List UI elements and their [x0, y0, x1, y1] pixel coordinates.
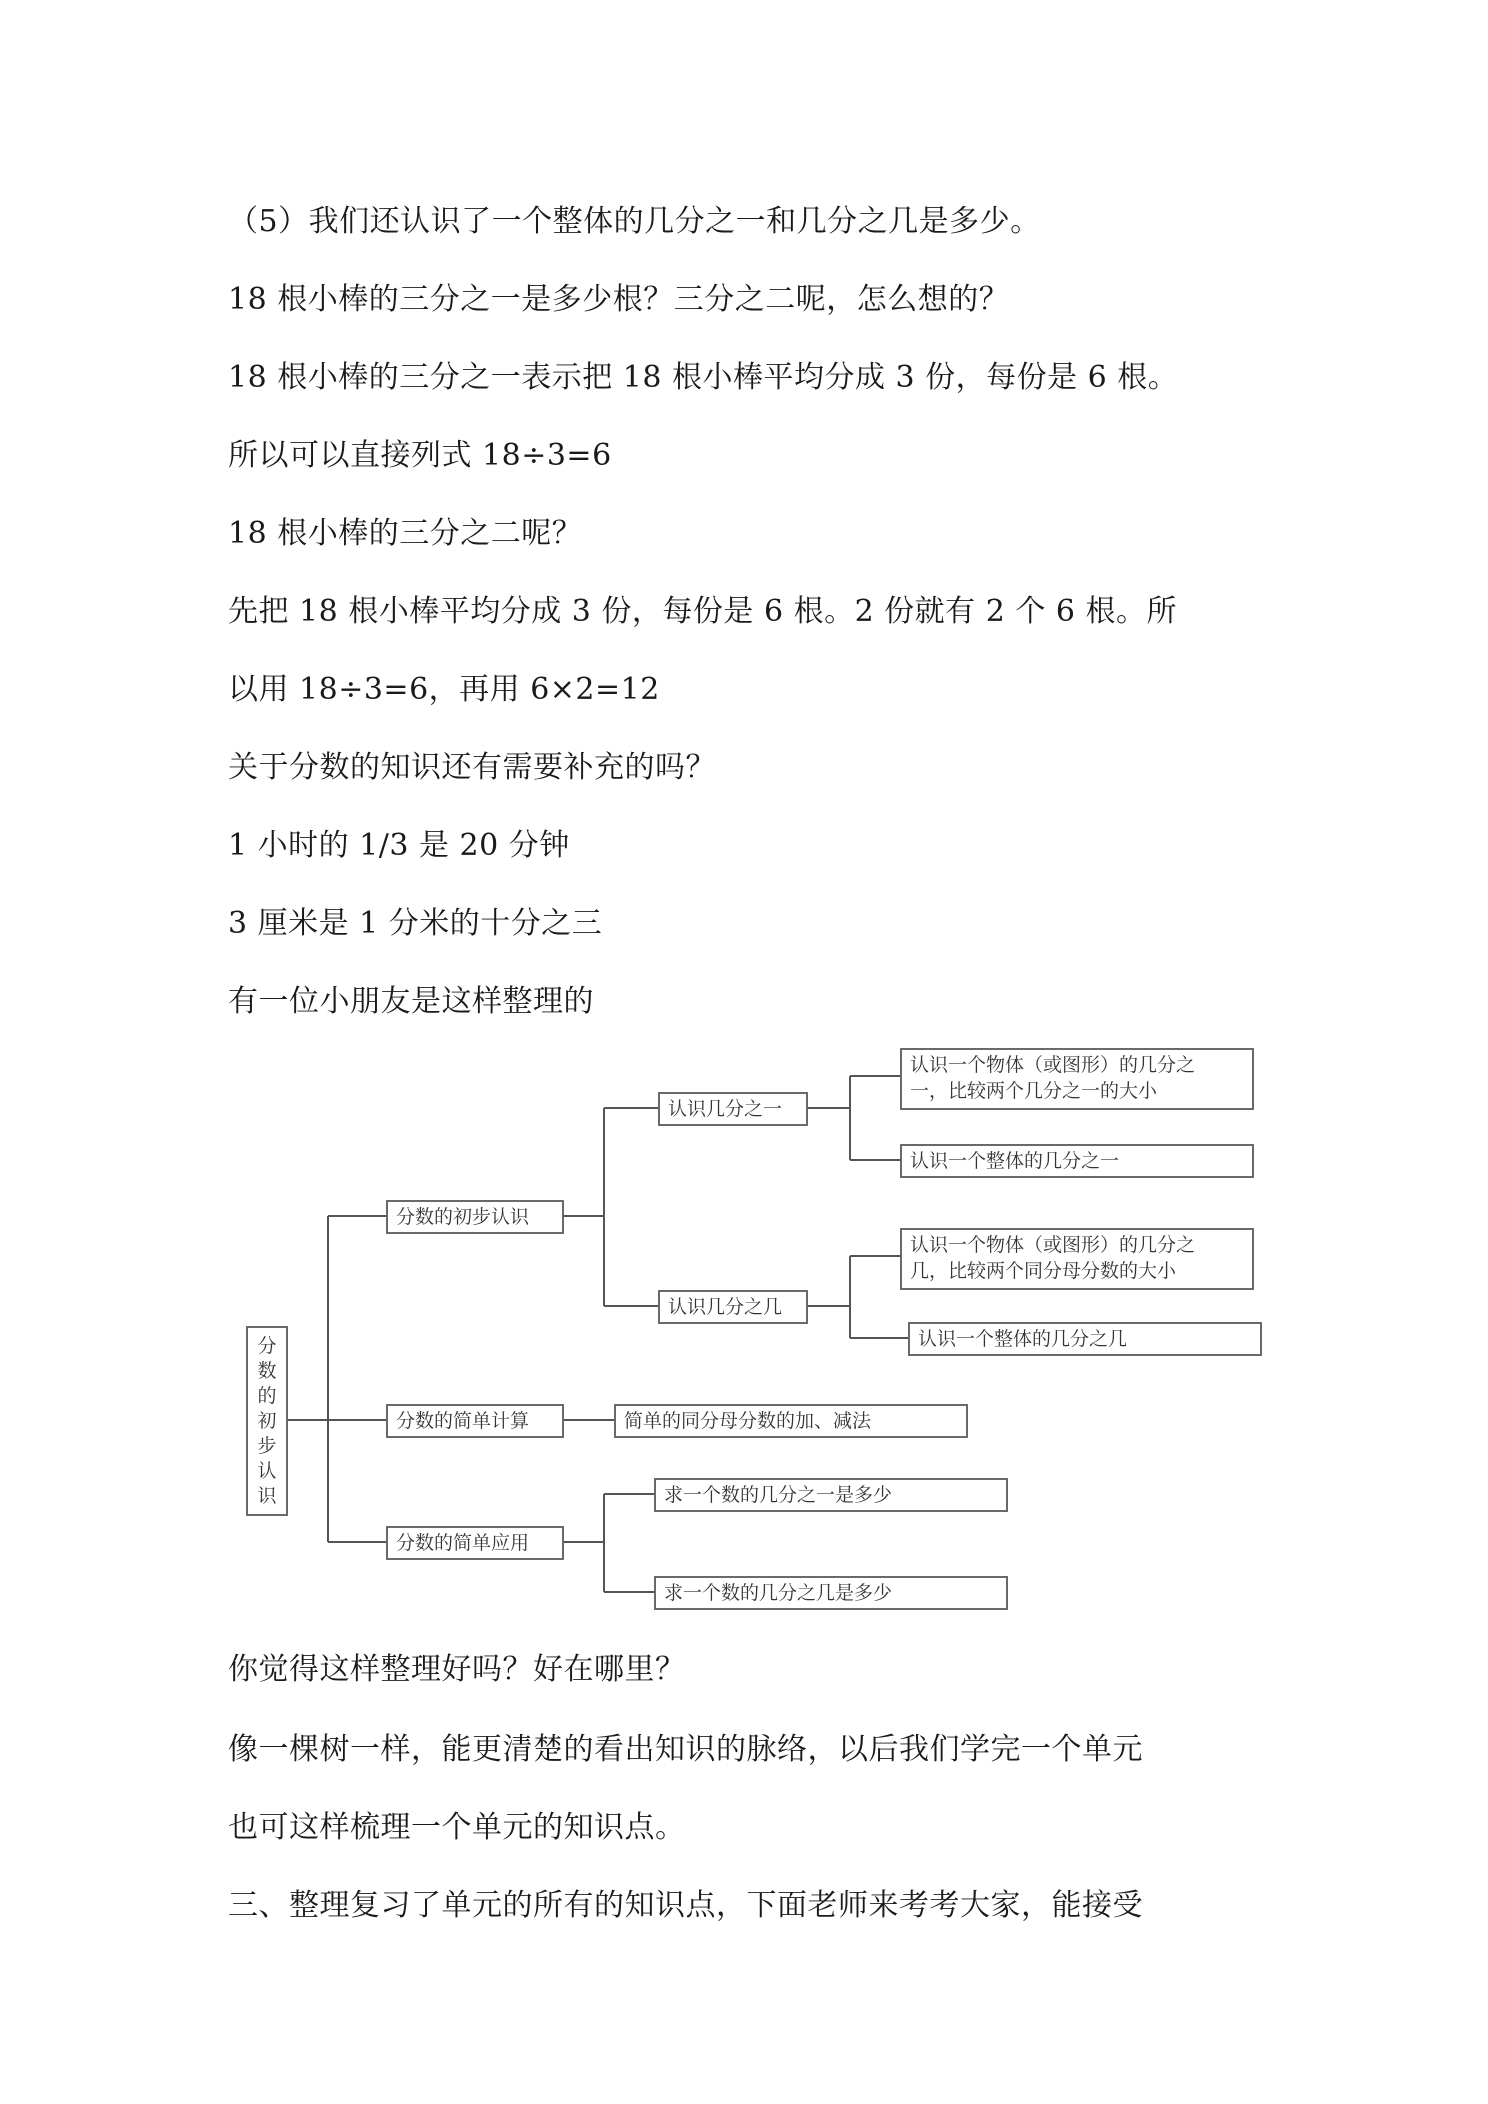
leaf-know-several-object-line2: 几，比较两个同分母分数的大小: [910, 1260, 1177, 1282]
paragraph-10: 3 厘米是 1 分米的十分之三: [228, 906, 603, 941]
tree-root-char: 数: [257, 1360, 277, 1382]
paragraph-11: 有一位小朋友是这样整理的: [228, 984, 594, 1019]
tree-root-char: 步: [257, 1435, 277, 1457]
leaf-know-one-object-line1: 认识一个物体（或图形）的几分之: [910, 1054, 1196, 1076]
paragraph-14: 也可这样梳理一个单元的知识点。: [228, 1810, 686, 1845]
knowledge-tree-diagram: [240, 1048, 1280, 1628]
tree-root-char: 的: [257, 1385, 277, 1407]
paragraph-9: 1 小时的 1/3 是 20 分钟: [228, 828, 570, 863]
tree-root-char: 识: [257, 1485, 277, 1507]
paragraph-12: 你觉得这样整理好吗？好在哪里？: [228, 1652, 686, 1687]
tree-root-box: [246, 1326, 288, 1516]
tree-root-char: 认: [257, 1460, 277, 1482]
leaf-know-several-object-box: [900, 1228, 1254, 1290]
paragraph-4: 所以可以直接列式 18÷3=6: [228, 438, 612, 473]
paragraph-15: 三、整理复习了单元的所有的知识点，下面老师来考考大家，能接受: [228, 1888, 1143, 1923]
leaf-apply-several-box: 求一个数的几分之几是多少: [654, 1576, 1008, 1610]
leaf-know-one-object-line2: 一，比较两个几分之一的大小: [910, 1080, 1158, 1102]
branch-know-one-box: 认识几分之一: [658, 1092, 808, 1126]
paragraph-3: 18 根小棒的三分之一表示把 18 根小棒平均分成 3 份，每份是 6 根。: [228, 360, 1179, 395]
leaf-know-several-whole-box: 认识一个整体的几分之几: [908, 1322, 1262, 1356]
tree-root-char: 初: [257, 1410, 277, 1432]
paragraph-6: 先把 18 根小棒平均分成 3 份，每份是 6 根。2 份就有 2 个 6 根。所: [228, 594, 1178, 629]
leaf-apply-one-box: 求一个数的几分之一是多少: [654, 1478, 1008, 1512]
tree-root-char: 分: [257, 1335, 277, 1357]
branch-know-several-box: 认识几分之几: [658, 1290, 808, 1324]
paragraph-1: （5）我们还认识了一个整体的几分之一和几分之几是多少。: [228, 204, 1041, 239]
branch-calc-box: 分数的简单计算: [386, 1404, 564, 1438]
leaf-know-several-object-line1: 认识一个物体（或图形）的几分之: [910, 1234, 1196, 1256]
branch-apply-box: 分数的简单应用: [386, 1526, 564, 1560]
paragraph-8: 关于分数的知识还有需要补充的吗？: [228, 750, 716, 785]
leaf-know-one-whole-box: 认识一个整体的几分之一: [900, 1144, 1254, 1178]
leaf-know-one-object-box: [900, 1048, 1254, 1110]
leaf-calc-box: 简单的同分母分数的加、减法: [614, 1404, 968, 1438]
paragraph-7: 以用 18÷3=6，再用 6×2=12: [228, 672, 660, 707]
paragraph-13: 像一棵树一样，能更清楚的看出知识的脉络，以后我们学完一个单元: [228, 1732, 1143, 1767]
branch-initial-box: 分数的初步认识: [386, 1200, 564, 1234]
paragraph-2: 18 根小棒的三分之一是多少根？三分之二呢，怎么想的？: [228, 282, 1010, 317]
paragraph-5: 18 根小棒的三分之二呢？: [228, 516, 583, 551]
